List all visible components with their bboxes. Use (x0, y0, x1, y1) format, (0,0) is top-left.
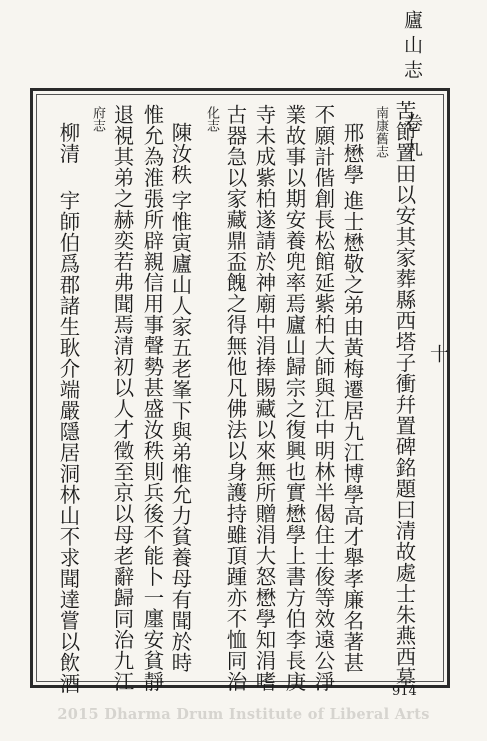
entry-name-1: 邢懋學 (340, 122, 365, 185)
entry-intro-2: 字惟寅廬山人家五老峯下與弟惟允力貧養母有聞於時 (168, 190, 193, 673)
entry-name-2: 陳汝秩 (168, 122, 193, 185)
source-citation-1: 南康舊志 (373, 106, 388, 158)
page-section-mark: 十 (427, 344, 449, 369)
entry-intro-3: 宇師伯爲郡諸生耿介端嚴隱居洞林山不求聞達嘗以飲酒 (56, 190, 81, 694)
text-column-3: 不願計偕創長松館延紫柏大師與江中明林半偈住士俊等效遠公淨 (311, 104, 336, 692)
text-column-6: 古器急以家藏鼎盃餽之得無他凡佛法以身護持雖頂踵亦不恤同治 (223, 104, 248, 692)
watermark: 2015 Dharma Drum Institute of Liberal Arts (57, 706, 430, 723)
text-column-5: 寺未成紫柏遂請於神廟中涓捧賜藏以來無所贈涓大怒懋學知涓嗜 (252, 104, 277, 692)
source-citation-2: 化志 (204, 106, 219, 132)
text-column-9: 退視其弟之赫奕若弗聞焉清初以人才徵至京以母老辭歸同治九江 (110, 104, 135, 692)
text-column-4: 業故事以期安養兜率焉廬山歸宗之復興也實懋學上書方伯李長庚 (282, 104, 307, 692)
source-citation-3: 府志 (90, 106, 105, 132)
page-number: 914 (392, 684, 417, 699)
text-column-1: 苦節置田以安其家葬縣西塔子衝幷置碑銘題曰清故處士朱燕西墓 (392, 100, 417, 688)
text-column-8: 惟允為淮張所辟親信用事聲勢甚盛汝秩則兵後不能卜一廛安貧靜 (140, 104, 165, 692)
entry-intro-1: 進士懋敬之弟由黃梅遷居九江博學高才舉孝廉名著甚 (340, 190, 365, 673)
entry-name-3: 柳清 (56, 122, 81, 164)
running-title: 廬山志 卷九 (401, 10, 423, 163)
